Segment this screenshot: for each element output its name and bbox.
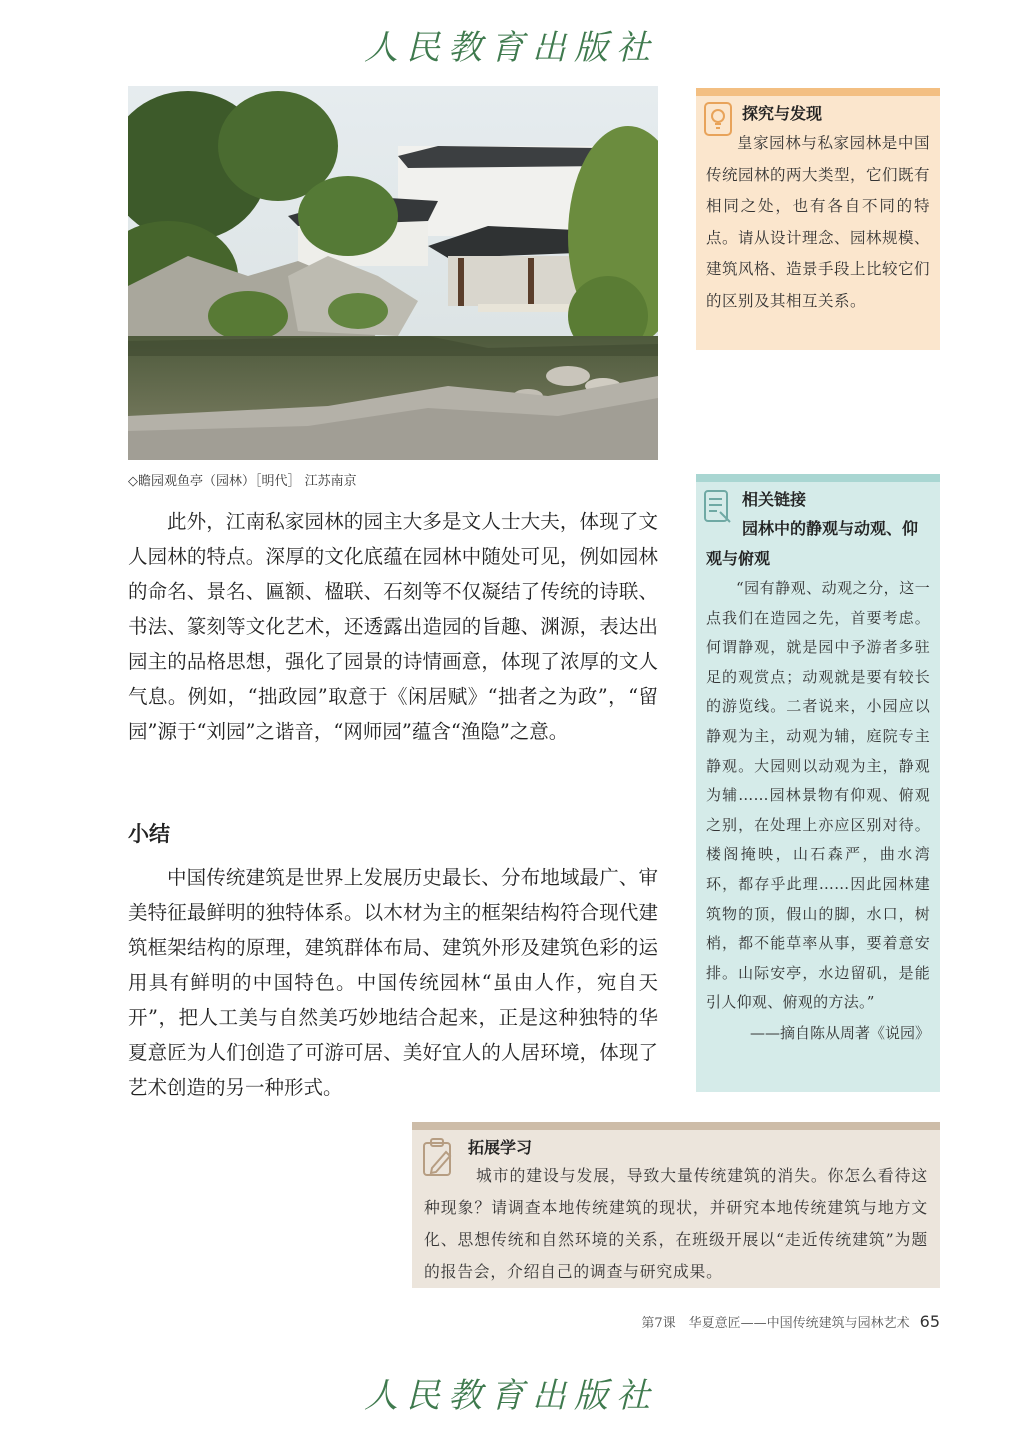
body-paragraph-1 [128, 504, 658, 749]
extended-study-title: 拓展学习 [468, 1138, 533, 1157]
related-links-title: 相关链接 [742, 490, 807, 509]
publisher-wordmark-bottom: 人民教育出版社 [364, 1376, 658, 1416]
paragraph-text: 中国传统建筑是世界上发展历史最长、分布地域最广、审美特征最鲜明的独特体系。以木材为主的框架结构符合现代建筑框架结构的原理，建筑群体布局、建筑外形及建筑色彩的运用具有鲜明的中国特色。中国传统园林“虽由人作，宛自天开”，把人工美与自然美巧妙地结合起来，正是这种独特的华夏意匠为人们创造了可游可居、美好宜人的人居环境，体现了艺术创造的另一种形式。 [128, 866, 658, 1099]
page-footer [560, 1312, 940, 1331]
photo-caption: ◇瞻园观鱼亭（园林）［明代］ 江苏南京 [128, 474, 357, 489]
related-links-subtitle: 园林中的静观与动观、仰观与俯观 [706, 519, 919, 568]
lesson-title: 第7课 华夏意匠——中国传统建筑与园林艺术 [641, 1316, 910, 1331]
document-icon [704, 490, 732, 524]
section-heading-summary: 小结 [128, 822, 170, 846]
lightbulb-icon [704, 102, 732, 136]
related-links-quote: “园有静观、动观之分，这一点我们在造园之先，首要考虑。何谓静观，就是园中予游者多驻足的观赏点；动观就是要有较长的游览线。二者说来，小园应以静观为主，动观为辅，庭院专主静观。大园则以动观为主，静观为辅……园林景物有仰观、俯观之别，在处理上亦应区别对待。楼阁掩映，山石森严，曲水湾环，都存乎此理……因此园林建筑物的顶，假山的脚，水口，树梢，都不能草率从事，要着意安排。山际安亭，水边留矶，是能引人仰观、俯观的方法。” [706, 579, 930, 1012]
related-links-source: ——摘自陈从周著《说园》 [749, 1023, 930, 1042]
clipboard-pen-icon [422, 1138, 450, 1172]
publisher-wordmark-top: 人民教育出版社 [364, 28, 658, 68]
garden-photo [128, 86, 658, 460]
extended-study-box [412, 1122, 940, 1288]
page-number: 65 [919, 1312, 940, 1331]
extended-study-text: 城市的建设与发展，导致大量传统建筑的消失。你怎么看待这种现象？请调查本地传统建筑的现状，并研究本地传统建筑与地方文化、思想传统和自然环境的关系，在班级开展以“走近传统建筑”为题的报告会，介绍自己的调查与研究成果。 [424, 1166, 928, 1281]
related-links-box [696, 474, 940, 1092]
explore-box-text: 皇家园林与私家园林是中国传统园林的两大类型，它们既有相同之处，也有各自不同的特点。请从设计理念、园林规模、建筑风格、造景手段上比较它们的区别及其相互关系。 [706, 134, 931, 310]
explore-box [696, 88, 940, 350]
explore-box-title: 探究与发现 [742, 104, 823, 123]
body-paragraph-2 [128, 860, 658, 1105]
paragraph-text: 此外，江南私家园林的园主大多是文人士大夫，体现了文人园林的特点。深厚的文化底蕴在园林中随处可见，例如园林的命名、景名、匾额、楹联、石刻等不仅凝结了传统的诗联、书法、篆刻等文化艺术，还透露出造园的旨趣、渊源，表达出园主的品格思想，强化了园景的诗情画意，体现了浓厚的文人气息。例如，“拙政园”取意于《闲居赋》“拙者之为政”，“留园”源于“刘园”之谐音，“网师园”蕴含“渔隐”之意。 [128, 510, 658, 743]
